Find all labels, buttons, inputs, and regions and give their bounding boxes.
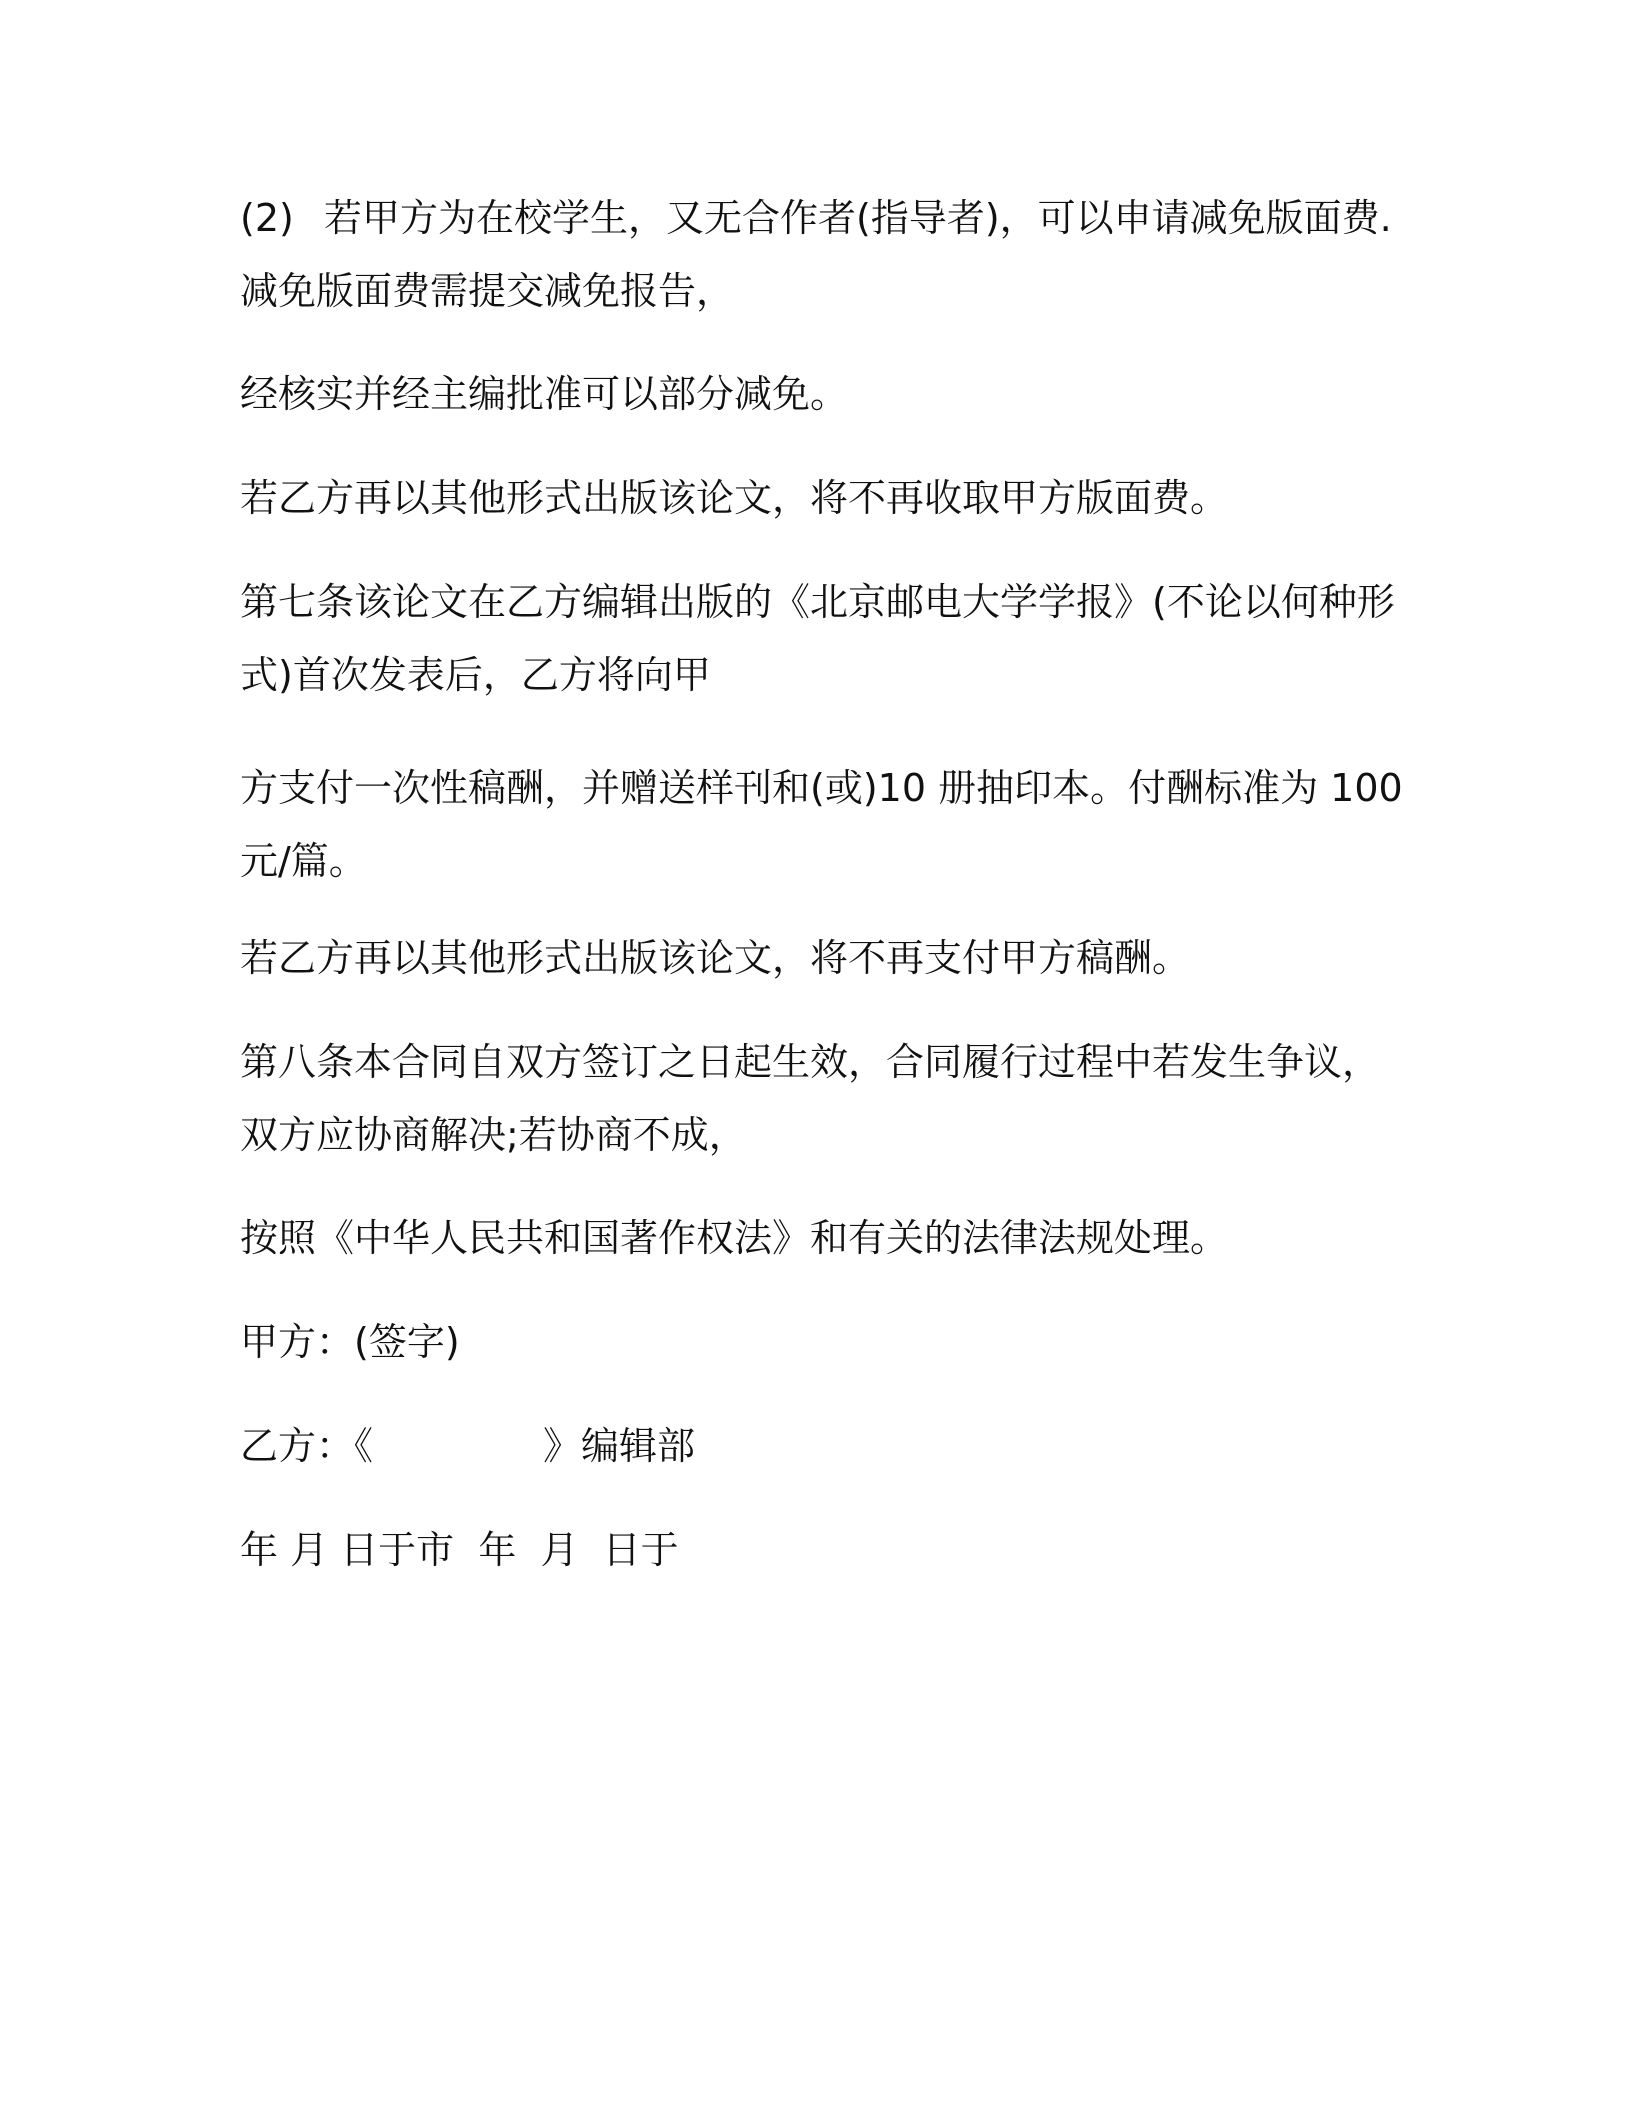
paragraph-7 xyxy=(240,1026,1380,1172)
party-b-prefix: 乙方：《 xyxy=(240,1424,374,1468)
paragraph-5-line-2: 元/篇。 xyxy=(240,839,367,883)
paragraph-1-line-1: 若甲方为在校学生，又无合作者(指导者)，可以申请减免版面费. xyxy=(324,196,1392,240)
paragraph-3-line-1: 若乙方再以其他形式出版该论文，将不再收取甲方版面费。 xyxy=(240,476,1229,520)
paragraph-1-line-2: 减免版面费需提交减免报告， xyxy=(240,269,735,313)
paragraph-4 xyxy=(240,566,1395,712)
paragraph-5 xyxy=(240,752,1403,898)
paragraph-8 xyxy=(240,1202,1380,1275)
party-a-line: 甲方：(签字) xyxy=(240,1320,460,1364)
signature-date xyxy=(240,1514,1380,1587)
party-b-suffix: 》编辑部 xyxy=(543,1424,696,1468)
date-line: 年 月 日于市 年 月 日于 xyxy=(240,1528,679,1572)
paragraph-7-line-2: 双方应协商解决;若协商不成， xyxy=(240,1113,747,1157)
paragraph-6 xyxy=(240,922,1380,995)
signature-party-a xyxy=(240,1306,1380,1379)
paragraph-1 xyxy=(240,182,1392,328)
paragraph-6-line-1: 若乙方再以其他形式出版该论文，将不再支付甲方稿酬。 xyxy=(240,936,1191,980)
paragraph-4-line-2: 式)首次发表后，乙方将向甲 xyxy=(240,653,711,697)
paragraph-2-line-1: 经核实并经主编批准可以部分减免。 xyxy=(240,372,849,416)
paragraph-5-line-1: 方支付一次性稿酬，并赠送样刊和(或)10 册抽印本。付酬标准为 100 xyxy=(240,766,1403,810)
paragraph-2 xyxy=(240,358,1380,431)
paragraph-4-line-1: 第七条该论文在乙方编辑出版的《北京邮电大学学报》(不论以何种形 xyxy=(240,580,1395,624)
item-number: (2) xyxy=(240,196,294,240)
paragraph-7-line-1: 第八条本合同自双方签订之日起生效，合同履行过程中若发生争议， xyxy=(240,1040,1381,1084)
signature-party-b xyxy=(240,1410,1380,1483)
paragraph-8-line-1: 按照《中华人民共和国著作权法》和有关的法律法规处理。 xyxy=(240,1216,1229,1260)
paragraph-3 xyxy=(240,462,1380,535)
